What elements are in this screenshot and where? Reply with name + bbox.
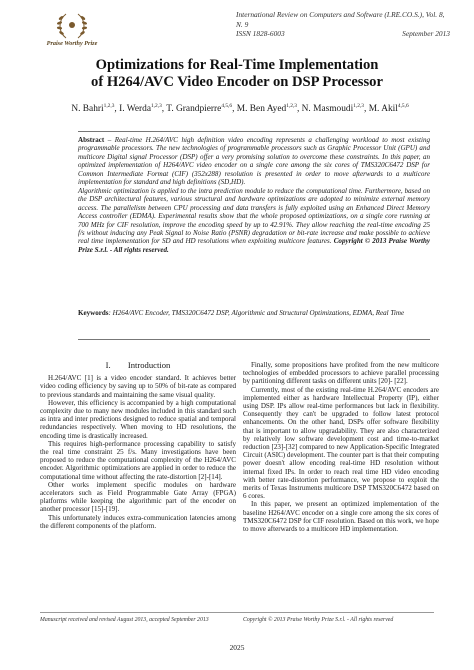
- abstract-label: Abstract: [78, 136, 105, 144]
- title-line-1: Optimizations for Real-Time Implementation: [95, 57, 379, 73]
- keywords-text: : H264/AVC Encoder, TMS320C6472 DSP, Algorithmic and Structural Optimizations, EDMA, Real Time: [108, 309, 405, 317]
- paper-title: [40, 57, 434, 92]
- author: N. Masmoudi$^{1,2,3}$,: [301, 103, 367, 115]
- journal-name: International Review on Computers and Software (I.RE.CO.S.), Vol. 8, N. 9: [236, 10, 445, 29]
- logo-text: Praise Worthy Prize: [46, 40, 98, 47]
- intro-paragraph-4: Other works implement specific modules on hardware accelerators such as Field Programmable Gate Array (FPGA) platforms while keeping the algorithmic part of the encoder on another processor [15]-[19].: [40, 480, 236, 514]
- issn: ISSN 1828-6003: [236, 29, 285, 39]
- right-column: [243, 361, 439, 533]
- author: M. Ben Ayed$^{1,2,3}$,: [236, 103, 300, 115]
- intro-paragraph-1: H.264/AVC [1] is a video encoder standard. It achieves better video coding efficiency by saving up to 50% of bit-rate as compared to previous standards and maintaining the same visual quality.: [40, 374, 236, 399]
- right-paragraph-2: Currently, most of the existing real-time H.264/AVC encoders are implemented either as hardware Intellectual Property (IP), either using DSP. IPs allow real-time performances but lack in flexibility. Consequently they can't be upgraded to follow latest protocol enhancements. On the other hand, DSPs offer software flexibility that is important to allow upgradability. They are also characterized by relatively low software development cost and time-to-market reduction [23]-[32] compared to new Application-Specific Integrated Circuit (ASIC) development. The counter part is that their computing power doesn't allow encoding real-time HD resolution without internal fixed IPs. In order to reach real time HD video encoding with better rate-distortion performance, we propose to exploit the merits of Texas Instruments multicore DSP TMS320C6472 based on 6 cores.: [243, 385, 439, 501]
- abstract-paragraph-2: Algorithmic optimization is applied to the intra prediction module to reduce the computational time. Furthermore, based on the DSP architectural features, various structural and hardware optimizations are adopted to minimize external memory access. The parallelism between CPU processing and data transfers is fully exploited using an Enhanced Direct Memory Access controller (EDMA). Experimental results show that the whole proposed optimizations, on a single core running at 700 MHz for CIF resolution, improve the encoding speed by up to 42.91%. They allow reaching the real-time encoding 25 f/s without inducing any Peak Signal to Noise Ratio (PSNR) degradation or bit-rate increase and make possible to achieve real time implementation for SD and HD resolutions when exploiting multicore features. Copyright © 2013 Praise Worthy Prize S.r.l. - All rights reserved.: [78, 186, 431, 254]
- publisher-logo: [28, 10, 116, 50]
- right-paragraph-3: In this paper, we present an optimized implementation of the baseline H264/AVC encoder on a single core among the six cores of TMS320C6472 DSP for CIF resolution. Based on this work, we hope to move afterwards to a multicore HD implementation.: [243, 500, 439, 534]
- author: I. Werda$^{1,2,3}$,: [119, 103, 165, 115]
- footer-rule: [40, 612, 434, 613]
- keywords-label: Keywords: [78, 309, 109, 317]
- keywords: [78, 309, 430, 318]
- abstract-top-rule: [78, 131, 430, 132]
- journal-header: [236, 10, 450, 39]
- right-paragraph-1: Finally, some propositions have profited from the new multicore technologies of embedded processors to achieve parallel processing by partitioning different tasks on different units [20]- [22].: [243, 361, 439, 386]
- manuscript-note: Manuscript received and revised August 2013, accepted September 2013: [40, 617, 209, 623]
- page-number: 2025: [229, 643, 245, 652]
- intro-paragraph-2: However, this efficiency is accompanied by a high computational complexity due to many new modules included in this standard such as intra and inter predictions designed to reduce spatial and temporal redundancies respectively. When moving to HD resolutions, the encoding time is drastically increased.: [40, 398, 236, 440]
- author: T. Grandpierre$^{4,5,6}$,: [166, 103, 235, 115]
- author-list: [22, 100, 458, 115]
- footer-copyright: Copyright © 2013 Praise Worthy Prize S.r.l. - All rights reserved: [243, 617, 394, 623]
- intro-paragraph-3: This requires high-performance processing capability to satisfy the real time constraint 25 f/s. Many investigations have been proposed to reduce the computational complexity of the H264/AVC encoder. Algorithmic optimizations are applied in order to reduce the computational time without affecting the rate-distortion [2]-[14].: [40, 439, 236, 481]
- intro-paragraph-5: This unfortunately induces extra-communication latencies among the different components of the platform.: [40, 513, 236, 530]
- left-column: [40, 361, 236, 530]
- title-line-2: of H264/AVC Video Encoder on DSP Processor: [91, 74, 383, 91]
- section-heading-introduction: I. Introduction: [105, 360, 171, 370]
- abstract-bottom-rule: [78, 339, 430, 340]
- author: M. Akil$^{4,5,6}$: [368, 103, 409, 115]
- copyright-notice: Copyright © 2013 Praise Worthy Prize S.r.l. - All rights reserved.: [78, 237, 431, 254]
- abstract-paragraph-1: Abstract – Real-time H.264/AVC high definition video encoding represents a challenging workload to most existing programmable processors. The new technologies of programmable processors such as Graphic Processor Unit (GPU) and multicore Digital signal Processor (DSP) offer a very promising solution to overcome these constraints. In this paper, an optimized implementation of H264/AVC video encoder on a single core among the six cores of TMS320C6472 DSP for Common Intermediate Format (CIF) (352x288) resolution is presented in order to move afterwards to a multicore implementation for standard and high definitions (SD,HD).: [78, 136, 430, 187]
- journal-issn-row: [236, 29, 450, 39]
- author: N. Bahri$^{1,2,3}$,: [71, 103, 117, 115]
- abstract: [78, 136, 430, 254]
- issue-date: September 2013: [402, 29, 450, 39]
